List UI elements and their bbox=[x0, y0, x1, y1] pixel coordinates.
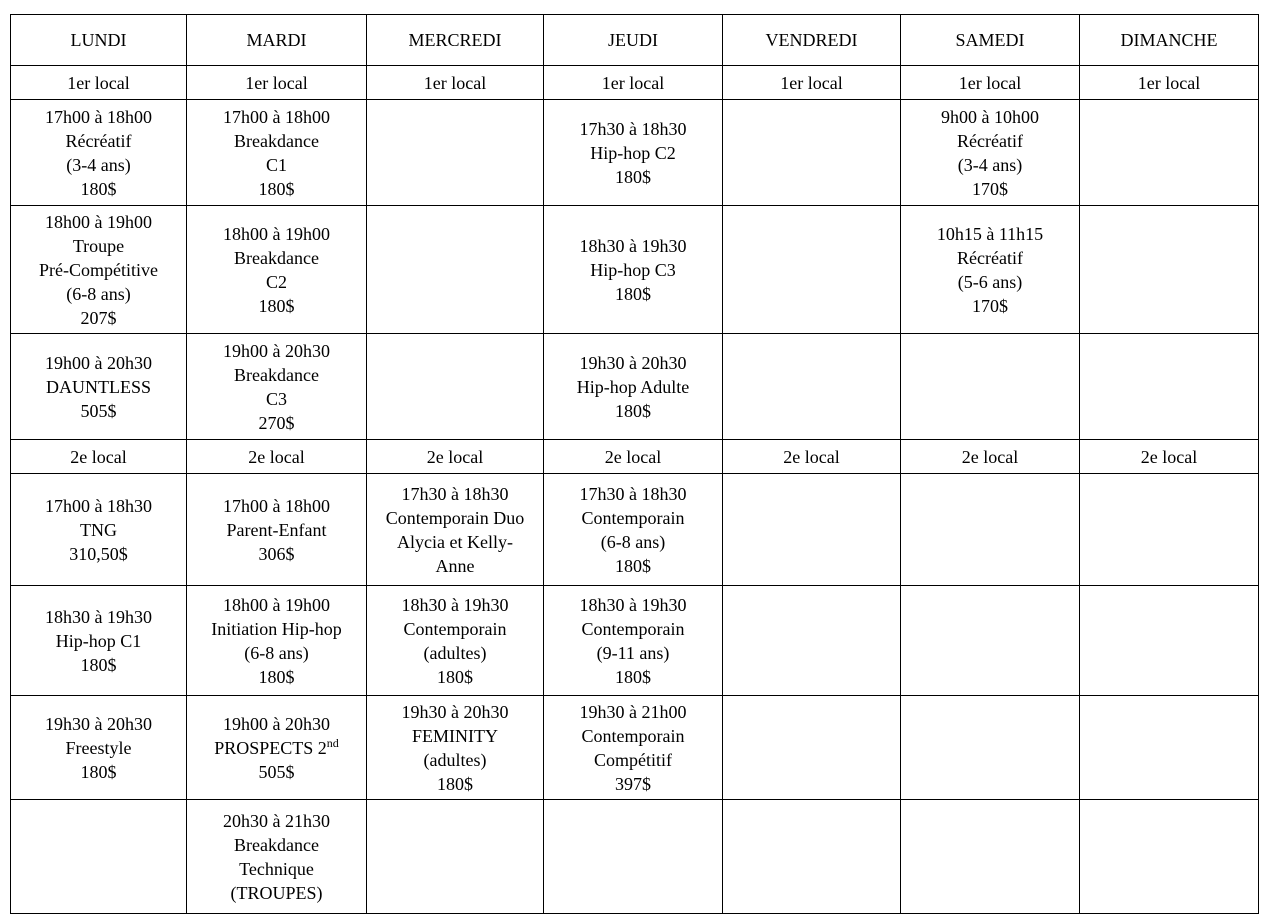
class-line: Contemporain bbox=[403, 618, 507, 639]
class-line: C1 bbox=[265, 154, 287, 175]
class-line: 18h30 à 19h30 bbox=[579, 594, 687, 615]
empty-cell bbox=[901, 334, 1080, 440]
class-line: 18h00 à 19h00 bbox=[45, 211, 152, 232]
class-line: Breakdance bbox=[234, 834, 319, 855]
class-line: Alycia et Kelly- bbox=[397, 531, 513, 552]
class-line: C3 bbox=[265, 388, 287, 409]
schedule-row bbox=[11, 334, 1259, 440]
empty-cell bbox=[1080, 474, 1259, 586]
empty-cell bbox=[1080, 586, 1259, 696]
class-line: 19h00 à 20h30 bbox=[45, 352, 152, 373]
class-cell bbox=[544, 696, 723, 800]
class-line: 180$ bbox=[437, 773, 473, 794]
local-label: 1er local bbox=[187, 66, 367, 100]
class-cell bbox=[187, 334, 367, 440]
class-line: 180$ bbox=[615, 555, 651, 576]
class-line: (3-4 ans) bbox=[957, 154, 1023, 175]
class-line: Hip-hop C2 bbox=[590, 142, 676, 163]
class-line: 9h00 à 10h00 bbox=[941, 106, 1039, 127]
local-label: 1er local bbox=[544, 66, 723, 100]
empty-cell bbox=[367, 800, 544, 914]
class-line: (adultes) bbox=[423, 749, 487, 770]
class-line: Compétitif bbox=[594, 749, 672, 770]
class-line: 180$ bbox=[80, 761, 117, 782]
empty-cell bbox=[723, 334, 901, 440]
class-line: Hip-hop C3 bbox=[590, 259, 676, 280]
schedule-row bbox=[11, 100, 1259, 206]
schedule-row bbox=[11, 586, 1259, 696]
empty-cell bbox=[1080, 206, 1259, 334]
class-line: C2 bbox=[265, 271, 287, 292]
local-label: 1er local bbox=[901, 66, 1080, 100]
empty-cell bbox=[723, 206, 901, 334]
local-label: 1er local bbox=[367, 66, 544, 100]
class-line: 180$ bbox=[258, 295, 295, 316]
class-line: 170$ bbox=[972, 178, 1008, 199]
class-line: 19h30 à 20h30 bbox=[579, 352, 687, 373]
class-line: (6-8 ans) bbox=[66, 283, 131, 304]
schedule-row bbox=[11, 800, 1259, 914]
class-line: Contemporain bbox=[581, 507, 685, 528]
schedule-row bbox=[11, 206, 1259, 334]
class-line: 397$ bbox=[615, 773, 651, 794]
class-cell bbox=[544, 474, 723, 586]
class-line: (6-8 ans) bbox=[600, 531, 666, 552]
local-label: 2e local bbox=[187, 440, 367, 474]
day-header-lundi: LUNDI bbox=[11, 15, 187, 66]
empty-cell bbox=[1080, 800, 1259, 914]
class-cell bbox=[11, 334, 187, 440]
class-line: 306$ bbox=[258, 543, 295, 564]
class-line: (adultes) bbox=[423, 642, 487, 663]
class-line: 180$ bbox=[615, 666, 651, 687]
class-line: 180$ bbox=[80, 654, 117, 675]
class-line: 505$ bbox=[80, 400, 117, 421]
empty-cell bbox=[367, 334, 544, 440]
class-line: 180$ bbox=[258, 178, 295, 199]
local-label: 2e local bbox=[901, 440, 1080, 474]
class-cell bbox=[901, 206, 1080, 334]
ordinal-superscript: nd bbox=[326, 735, 339, 750]
empty-cell bbox=[723, 100, 901, 206]
empty-cell bbox=[901, 474, 1080, 586]
empty-cell bbox=[367, 100, 544, 206]
class-line: 17h30 à 18h30 bbox=[579, 483, 687, 504]
class-line: 180$ bbox=[80, 178, 117, 199]
class-line: (TROUPES) bbox=[230, 882, 323, 903]
class-cell bbox=[544, 100, 723, 206]
local-header-row bbox=[11, 440, 1259, 474]
day-header-samedi: SAMEDI bbox=[901, 15, 1080, 66]
class-line: 19h30 à 20h30 bbox=[45, 713, 152, 734]
class-cell bbox=[544, 586, 723, 696]
empty-cell bbox=[544, 800, 723, 914]
class-line: Contemporain Duo bbox=[385, 507, 525, 528]
day-header-row bbox=[11, 15, 1259, 66]
day-header-dimanche: DIMANCHE bbox=[1080, 15, 1259, 66]
local-label: 2e local bbox=[544, 440, 723, 474]
class-line: Breakdance bbox=[234, 130, 319, 151]
class-cell bbox=[187, 474, 367, 586]
class-line: Hip-hop C1 bbox=[55, 630, 142, 651]
empty-cell bbox=[723, 586, 901, 696]
empty-cell bbox=[1080, 334, 1259, 440]
class-line: 18h00 à 19h00 bbox=[223, 594, 330, 615]
class-cell bbox=[367, 696, 544, 800]
class-line: 17h30 à 18h30 bbox=[401, 483, 509, 504]
class-line: Parent-Enfant bbox=[226, 519, 327, 540]
local-label: 2e local bbox=[1080, 440, 1259, 474]
local-label: 2e local bbox=[11, 440, 187, 474]
class-cell bbox=[11, 474, 187, 586]
class-cell bbox=[367, 586, 544, 696]
empty-cell bbox=[901, 586, 1080, 696]
empty-cell bbox=[1080, 696, 1259, 800]
class-line: 180$ bbox=[615, 400, 651, 421]
class-line: Récréatif bbox=[957, 130, 1023, 151]
local-header-row bbox=[11, 66, 1259, 100]
local-label: 2e local bbox=[367, 440, 544, 474]
schedule-body bbox=[11, 15, 1259, 914]
class-line: Freestyle bbox=[65, 737, 132, 758]
class-line: 170$ bbox=[972, 295, 1008, 316]
empty-cell bbox=[723, 696, 901, 800]
class-cell bbox=[901, 100, 1080, 206]
class-line: Pré-Compétitive bbox=[39, 259, 158, 280]
class-line: 505$ bbox=[258, 761, 295, 782]
class-line: 10h15 à 11h15 bbox=[936, 223, 1044, 244]
class-line: 17h00 à 18h00 bbox=[223, 106, 330, 127]
class-line: 180$ bbox=[258, 666, 295, 687]
class-line: DAUNTLESS bbox=[45, 376, 151, 397]
class-line: 18h30 à 19h30 bbox=[401, 594, 509, 615]
class-line: (6-8 ans) bbox=[244, 642, 309, 663]
class-line: 18h30 à 19h30 bbox=[45, 606, 152, 627]
class-cell bbox=[544, 334, 723, 440]
class-line: TNG bbox=[80, 519, 117, 540]
empty-cell bbox=[11, 800, 187, 914]
class-line: Anne bbox=[435, 555, 475, 576]
schedule-row bbox=[11, 474, 1259, 586]
empty-cell bbox=[901, 696, 1080, 800]
class-line: 18h00 à 19h00 bbox=[223, 223, 330, 244]
class-line: Initiation Hip-hop bbox=[211, 618, 342, 639]
class-line: 310,50$ bbox=[69, 543, 128, 564]
class-line: Technique bbox=[239, 858, 314, 879]
class-cell bbox=[367, 474, 544, 586]
class-line: 17h00 à 18h00 bbox=[223, 495, 330, 516]
weekly-schedule-table bbox=[10, 14, 1259, 914]
class-line bbox=[189, 736, 364, 760]
class-line: Contemporain bbox=[581, 725, 685, 746]
class-cell bbox=[187, 586, 367, 696]
class-line: 20h30 à 21h30 bbox=[223, 810, 330, 831]
local-label: 1er local bbox=[11, 66, 187, 100]
class-line: Troupe bbox=[72, 235, 125, 256]
class-line: 17h00 à 18h00 bbox=[45, 106, 152, 127]
class-line: 19h30 à 20h30 bbox=[401, 701, 509, 722]
local-label: 2e local bbox=[723, 440, 901, 474]
local-label: 1er local bbox=[723, 66, 901, 100]
schedule-row bbox=[11, 696, 1259, 800]
class-line: Breakdance bbox=[234, 247, 319, 268]
day-header-mercredi: MERCREDI bbox=[367, 15, 544, 66]
class-line: 180$ bbox=[615, 283, 651, 304]
class-line: 270$ bbox=[258, 412, 295, 433]
class-cell bbox=[187, 206, 367, 334]
class-cell bbox=[11, 100, 187, 206]
empty-cell bbox=[901, 800, 1080, 914]
class-line: (3-4 ans) bbox=[66, 154, 131, 175]
class-line: Récréatif bbox=[65, 130, 132, 151]
class-line: 17h30 à 18h30 bbox=[579, 118, 687, 139]
class-cell bbox=[187, 800, 367, 914]
class-line: (9-11 ans) bbox=[596, 642, 670, 663]
class-line: 19h30 à 21h00 bbox=[579, 701, 687, 722]
empty-cell bbox=[1080, 100, 1259, 206]
empty-cell bbox=[367, 206, 544, 334]
class-line-text: PROSPECTS 2 bbox=[214, 737, 327, 758]
day-header-vendredi: VENDREDI bbox=[723, 15, 901, 66]
class-cell bbox=[187, 100, 367, 206]
class-cell bbox=[544, 206, 723, 334]
class-line: Contemporain bbox=[581, 618, 685, 639]
class-line: Récréatif bbox=[957, 247, 1023, 268]
empty-cell bbox=[723, 474, 901, 586]
class-line: FEMINITY bbox=[412, 725, 498, 746]
day-header-jeudi: JEUDI bbox=[544, 15, 723, 66]
class-line: 17h00 à 18h30 bbox=[45, 495, 152, 516]
local-label: 1er local bbox=[1080, 66, 1259, 100]
class-line: 207$ bbox=[80, 307, 117, 328]
class-line: Breakdance bbox=[234, 364, 319, 385]
class-line: 19h00 à 20h30 bbox=[223, 713, 330, 734]
class-line: 180$ bbox=[437, 666, 473, 687]
class-line: 19h00 à 20h30 bbox=[223, 340, 330, 361]
day-header-mardi: MARDI bbox=[187, 15, 367, 66]
class-line: 180$ bbox=[615, 166, 651, 187]
class-cell bbox=[187, 696, 367, 800]
class-line: Hip-hop Adulte bbox=[576, 376, 690, 397]
class-cell bbox=[11, 696, 187, 800]
empty-cell bbox=[723, 800, 901, 914]
class-line: 18h30 à 19h30 bbox=[579, 235, 687, 256]
class-line: (5-6 ans) bbox=[957, 271, 1023, 292]
class-cell bbox=[11, 206, 187, 334]
class-cell bbox=[11, 586, 187, 696]
